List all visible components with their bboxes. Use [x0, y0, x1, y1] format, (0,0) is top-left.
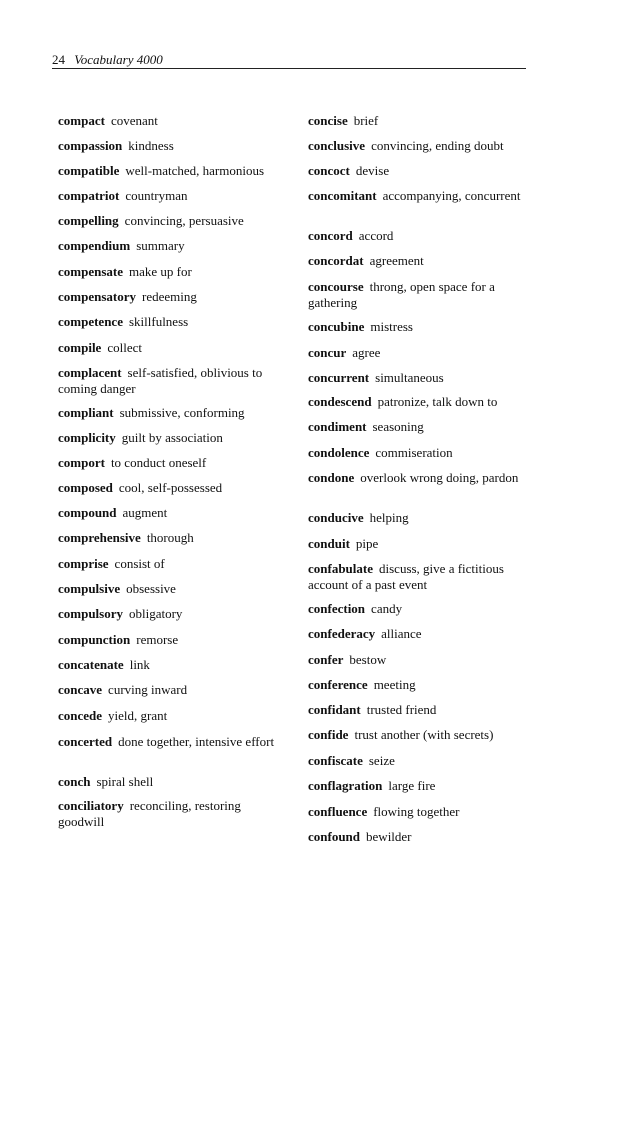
- glossary-entry: [308, 829, 544, 845]
- glossary-entry: [308, 510, 544, 526]
- glossary-entry: [58, 530, 286, 546]
- entry-term: concoct: [308, 163, 350, 178]
- entry-definition: patronize, talk down to: [377, 394, 498, 409]
- entry-definition: self-satisfied, oblivious to coming danger: [58, 365, 263, 396]
- entry-definition: convincing, persuasive: [124, 213, 244, 228]
- entry-definition: trust another (with secrets): [354, 727, 494, 742]
- entry-term: concourse: [308, 279, 364, 294]
- entry-definition: candy: [371, 601, 403, 616]
- entry-term: conciliatory: [58, 798, 124, 813]
- glossary-entry: [58, 505, 286, 521]
- entry-definition: guilt by association: [121, 430, 223, 445]
- glossary-entry: [58, 480, 286, 496]
- glossary-entry: [308, 253, 544, 269]
- entry-definition: thorough: [146, 530, 194, 545]
- glossary-entry: [308, 370, 544, 386]
- entry-term: compile: [58, 340, 102, 355]
- entry-definition: seasoning: [372, 419, 424, 434]
- entry-definition: agree: [352, 345, 381, 360]
- glossary-entry: [308, 319, 544, 335]
- glossary-entry: [58, 340, 286, 356]
- entry-term: confluence: [308, 804, 368, 819]
- entry-term: concede: [58, 708, 103, 723]
- entry-term: conduit: [308, 536, 350, 551]
- glossary-entry: [308, 804, 544, 820]
- entry-definition: mistress: [370, 319, 413, 334]
- glossary-entry: [308, 138, 544, 154]
- entry-term: concatenate: [58, 657, 124, 672]
- entry-term: complacent: [58, 365, 122, 380]
- glossary-entry: [58, 581, 286, 597]
- entry-term: condiment: [308, 419, 367, 434]
- entry-term: compulsory: [58, 606, 123, 621]
- glossary-entry: [308, 536, 544, 552]
- entry-term: conch: [58, 774, 91, 789]
- entry-term: concerted: [58, 734, 113, 749]
- glossary-entry: [308, 727, 544, 743]
- page-header: [52, 52, 526, 69]
- glossary-entry: [308, 601, 544, 617]
- entry-term: conference: [308, 677, 368, 692]
- entry-definition: make up for: [129, 264, 192, 279]
- glossary-entry: [308, 163, 544, 179]
- entry-definition: reconciling, restoring goodwill: [58, 798, 241, 829]
- glossary-entry: [58, 734, 286, 750]
- entry-term: concomitant: [308, 188, 377, 203]
- glossary-entry: [58, 430, 286, 446]
- entry-term: confide: [308, 727, 349, 742]
- entry-definition: devise: [355, 163, 390, 178]
- glossary-entry: [308, 345, 544, 361]
- glossary-entry: [58, 405, 286, 421]
- glossary-entry: [58, 682, 286, 698]
- glossary-entry: [308, 778, 544, 794]
- entry-term: compensatory: [58, 289, 136, 304]
- entry-definition: augment: [122, 505, 168, 520]
- entry-term: confederacy: [308, 626, 376, 641]
- entry-definition: covenant: [110, 113, 158, 128]
- glossary-entry: [308, 702, 544, 718]
- entry-definition: collect: [107, 340, 142, 355]
- entry-definition: link: [129, 657, 150, 672]
- glossary-entry: [58, 238, 286, 254]
- entry-term: compulsive: [58, 581, 121, 596]
- entry-definition: spiral shell: [96, 774, 154, 789]
- glossary-entry: [58, 188, 286, 204]
- entry-term: compliant: [58, 405, 114, 420]
- entry-definition: pipe: [355, 536, 379, 551]
- glossary-entry: [58, 455, 286, 471]
- entry-term: comprehensive: [58, 530, 141, 545]
- entry-definition: simultaneous: [375, 370, 444, 385]
- entry-definition: trusted friend: [366, 702, 437, 717]
- entry-definition: cool, self-possessed: [118, 480, 223, 495]
- entry-definition: remorse: [136, 632, 179, 647]
- entry-term: compassion: [58, 138, 123, 153]
- glossary-entry: [58, 314, 286, 330]
- entry-term: confound: [308, 829, 361, 844]
- entry-definition: accord: [358, 228, 394, 243]
- glossary-entry: [58, 708, 286, 724]
- glossary-entry: [58, 113, 286, 129]
- entry-definition: seize: [368, 753, 395, 768]
- entry-definition: agreement: [369, 253, 424, 268]
- entry-term: concur: [308, 345, 347, 360]
- entry-term: concubine: [308, 319, 365, 334]
- entry-definition: flowing together: [373, 804, 460, 819]
- glossary-entry: [308, 279, 544, 311]
- entry-term: compensate: [58, 264, 123, 279]
- entry-definition: submissive, conforming: [119, 405, 245, 420]
- glossary-entry: [308, 677, 544, 693]
- entry-definition: yield, grant: [108, 708, 168, 723]
- entry-term: composed: [58, 480, 113, 495]
- entry-definition: curving inward: [108, 682, 188, 697]
- entry-definition: consist of: [114, 556, 165, 571]
- entry-term: concord: [308, 228, 353, 243]
- entry-definition: skillfulness: [128, 314, 189, 329]
- entry-term: condone: [308, 470, 355, 485]
- glossary-entry: [58, 606, 286, 622]
- glossary-entry: [308, 188, 544, 204]
- entry-term: conclusive: [308, 138, 366, 153]
- entry-term: condescend: [308, 394, 372, 409]
- entry-term: conflagration: [308, 778, 383, 793]
- entry-term: compelling: [58, 213, 119, 228]
- entry-term: compact: [58, 113, 105, 128]
- glossary-entry: [58, 556, 286, 572]
- entry-term: compunction: [58, 632, 131, 647]
- glossary-entry: [58, 138, 286, 154]
- entry-definition: accompanying, concurrent: [382, 188, 521, 203]
- book-title: Vocabulary 4000: [74, 52, 163, 67]
- entry-definition: commiseration: [375, 445, 453, 460]
- entry-term: compound: [58, 505, 117, 520]
- glossary-entry: [308, 561, 544, 593]
- entry-definition: obsessive: [126, 581, 176, 596]
- entry-term: compatible: [58, 163, 120, 178]
- entry-term: concise: [308, 113, 348, 128]
- entry-definition: meeting: [373, 677, 416, 692]
- entry-definition: to conduct oneself: [110, 455, 207, 470]
- glossary-entry: [308, 419, 544, 435]
- entry-term: confection: [308, 601, 366, 616]
- glossary-entry: [308, 228, 544, 244]
- entry-term: compatriot: [58, 188, 120, 203]
- page-number: 24: [52, 52, 65, 67]
- entry-term: compendium: [58, 238, 131, 253]
- glossary-entry: [58, 163, 286, 179]
- entry-definition: countryman: [125, 188, 188, 203]
- entry-term: concordat: [308, 253, 364, 268]
- entry-term: comport: [58, 455, 105, 470]
- entry-definition: bewilder: [366, 829, 412, 844]
- entry-term: complicity: [58, 430, 116, 445]
- entry-term: condolence: [308, 445, 370, 460]
- glossary-entry: [58, 264, 286, 280]
- entry-term: concave: [58, 682, 103, 697]
- entry-term: comprise: [58, 556, 109, 571]
- glossary-entry: [58, 798, 286, 830]
- entry-term: confabulate: [308, 561, 373, 576]
- entry-term: competence: [58, 314, 123, 329]
- glossary-entry: [58, 289, 286, 305]
- entry-definition: well-matched, harmonious: [125, 163, 265, 178]
- entry-definition: helping: [369, 510, 409, 525]
- glossary-entry: [308, 470, 544, 486]
- glossary-entry: [308, 652, 544, 668]
- glossary-entry: [308, 626, 544, 642]
- glossary-entry: [58, 365, 286, 397]
- entry-definition: kindness: [128, 138, 174, 153]
- glossary-entry: [308, 113, 544, 129]
- glossary-entry: [58, 632, 286, 648]
- entry-term: confidant: [308, 702, 361, 717]
- entry-term: confiscate: [308, 753, 363, 768]
- glossary-entry: [308, 445, 544, 461]
- entry-definition: convincing, ending doubt: [371, 138, 504, 153]
- entry-definition: overlook wrong doing, pardon: [360, 470, 519, 485]
- entry-definition: discuss, give a fictitious account of a past event: [308, 561, 504, 592]
- entry-term: confer: [308, 652, 344, 667]
- glossary-entry: [308, 394, 544, 410]
- glossary-entry: [308, 753, 544, 769]
- entry-definition: bestow: [349, 652, 387, 667]
- entry-definition: throng, open space for a gathering: [308, 279, 495, 310]
- entry-definition: obligatory: [129, 606, 183, 621]
- entry-definition: done together, intensive effort: [118, 734, 275, 749]
- entry-definition: large fire: [388, 778, 436, 793]
- entry-definition: brief: [353, 113, 379, 128]
- entry-term: concurrent: [308, 370, 370, 385]
- glossary-entry: [58, 657, 286, 673]
- entry-term: conducive: [308, 510, 364, 525]
- entry-definition: summary: [136, 238, 185, 253]
- glossary-entry: [58, 774, 286, 790]
- glossary-entry: [58, 213, 286, 229]
- entry-definition: redeeming: [142, 289, 197, 304]
- entry-definition: alliance: [381, 626, 422, 641]
